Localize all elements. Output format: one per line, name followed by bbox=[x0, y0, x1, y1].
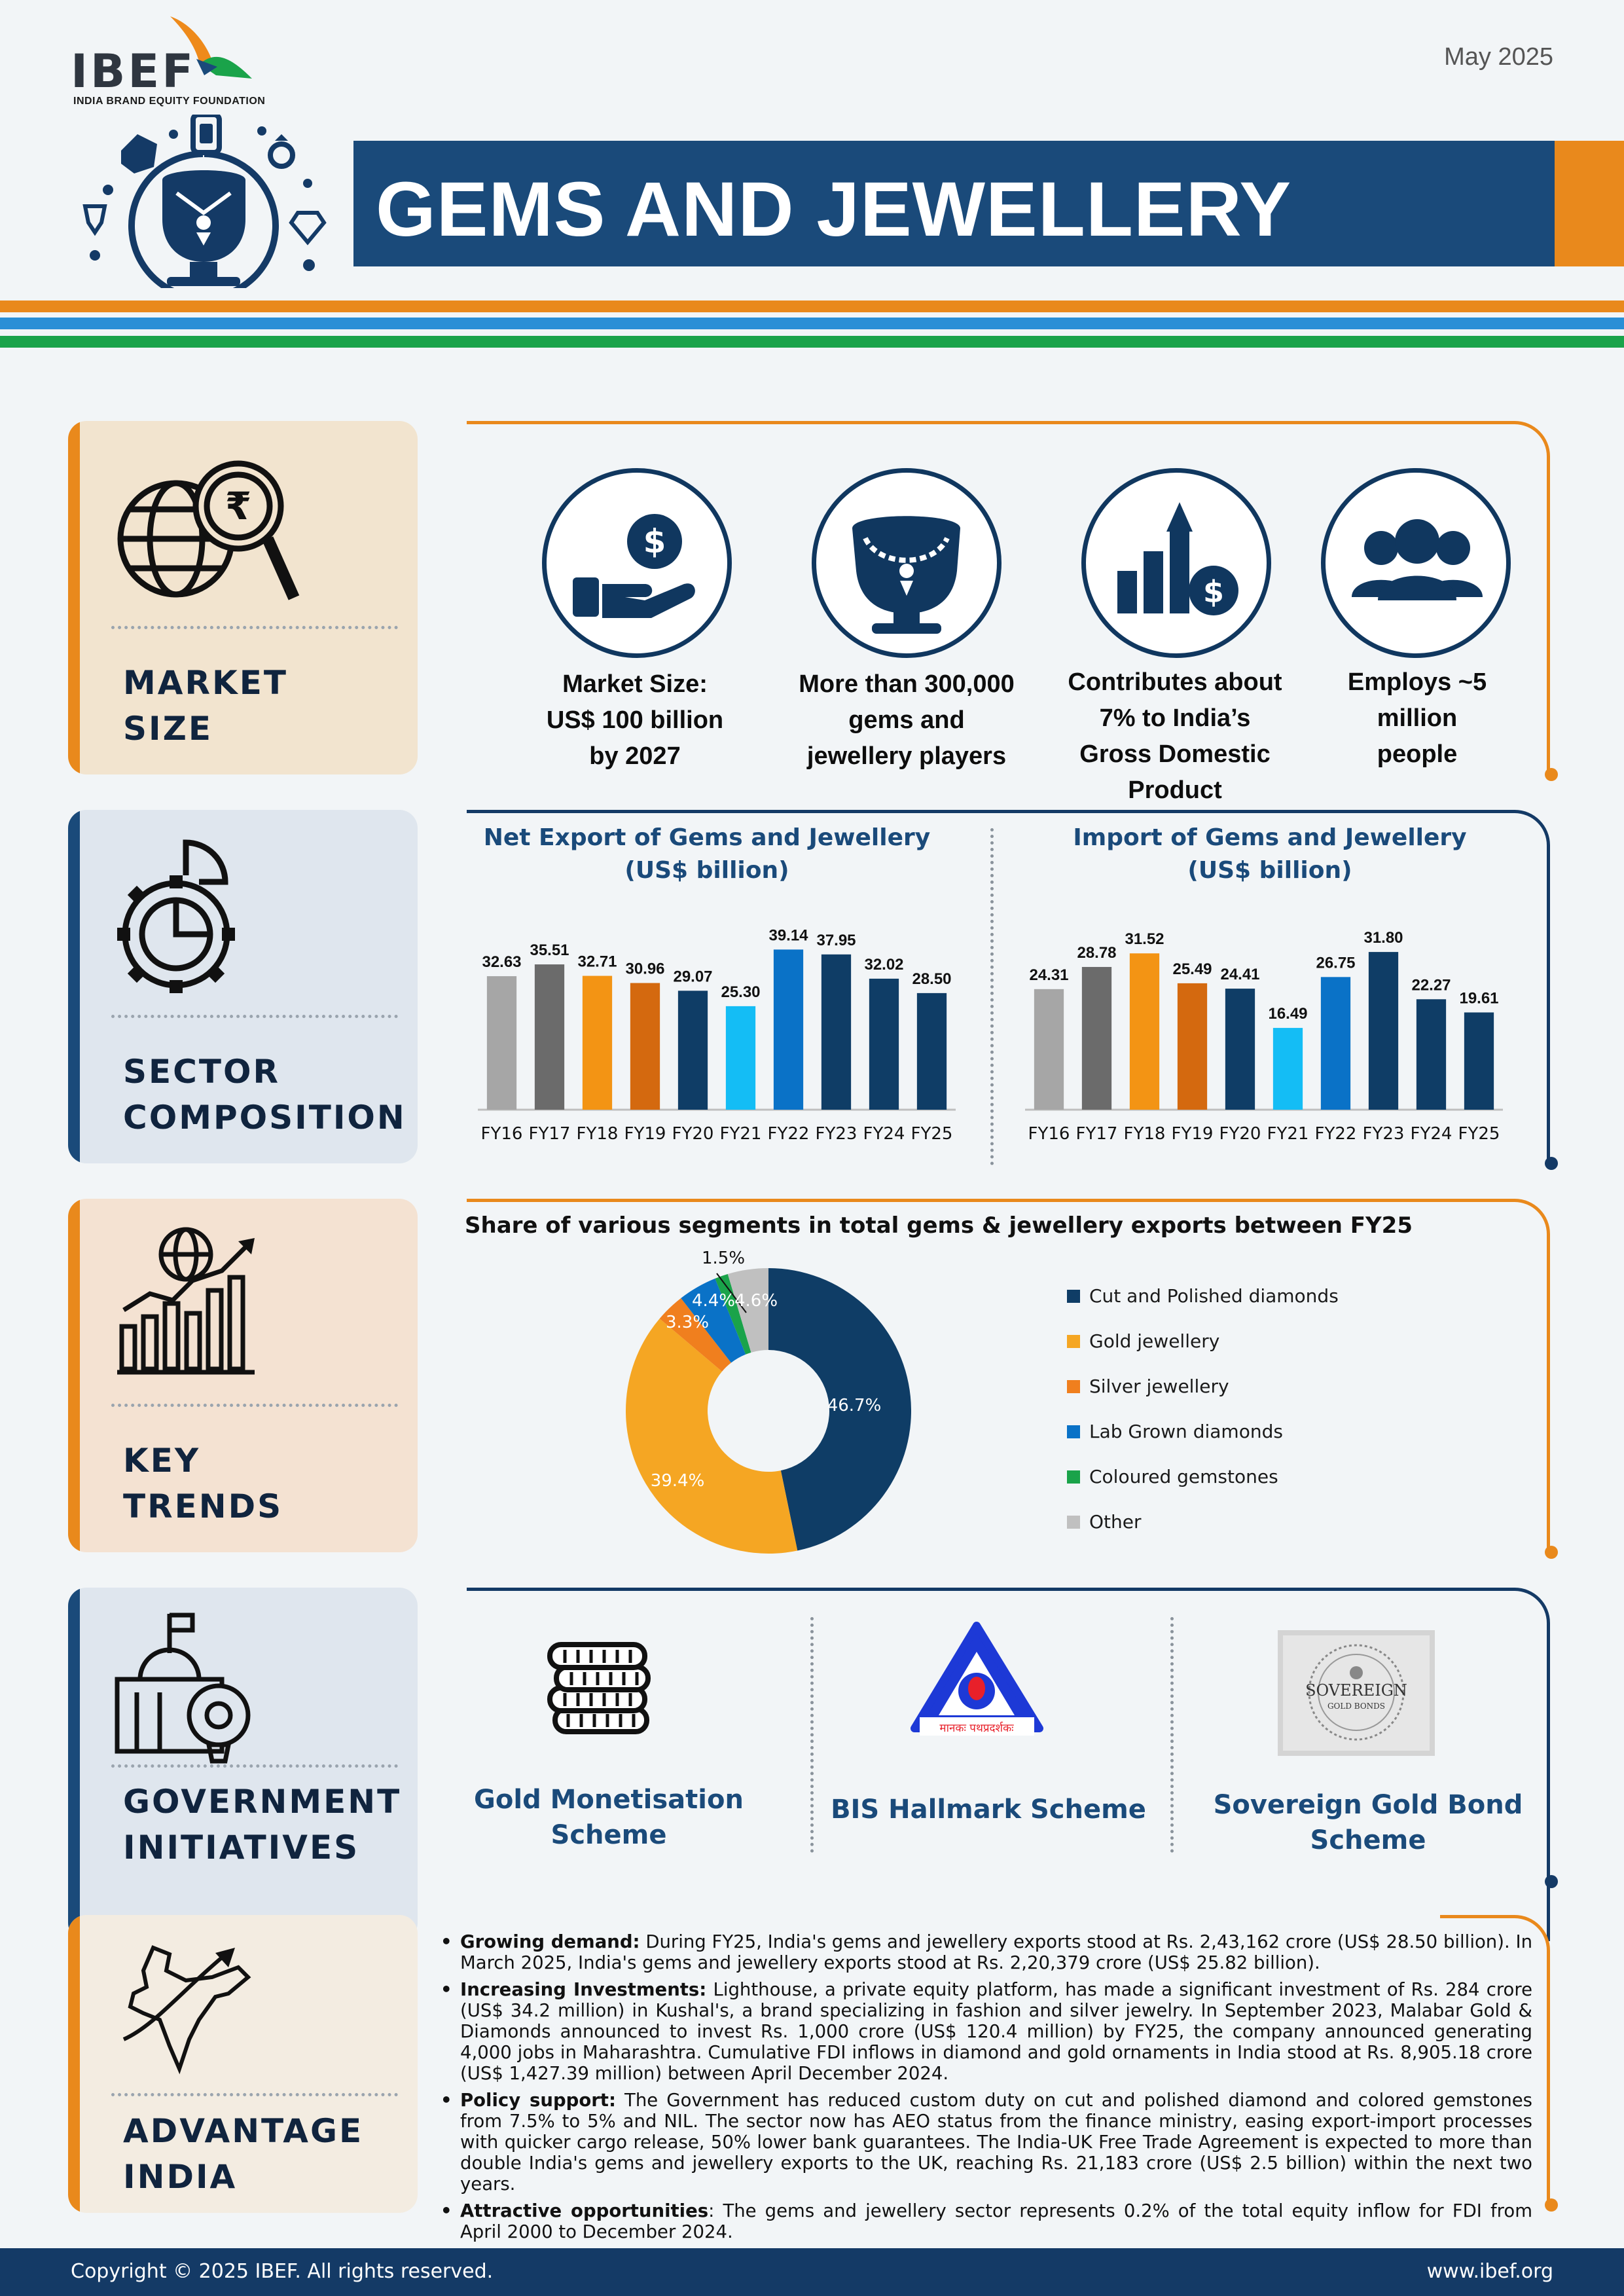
legend-label: Other bbox=[1089, 1511, 1142, 1533]
legend-item bbox=[1067, 1319, 1339, 1364]
segment-donut-chart bbox=[589, 1244, 929, 1584]
x-tick-label: FY24 bbox=[1410, 1124, 1453, 1144]
employment-caption: Employs ~5 million people bbox=[1347, 668, 1487, 768]
bar-value-label: 16.49 bbox=[1268, 1005, 1308, 1023]
bar bbox=[1225, 989, 1255, 1110]
sovereign-gold-bond-logo bbox=[1278, 1630, 1435, 1756]
bullet-investments: • Increasing Investments: Lighthouse, a private equity platform, has made a significant investment of Rs. 284 crore (US$ 34.2 million) in Kushal's, a brand specializing in fashion and silver jewelry. In September 2023, Malabar Gold & Diamonds announced to invest Rs. 1,000 crore (US$ 120.4 million) by FY25, the company announced generating 4,000 jobs in Maharashtra. Cumulative FDI inflows in diamond and gold ornaments in India stood at Rs. 8,905.18 crore (US$ 1,427.39 million) between April December 2024. bbox=[441, 1979, 1532, 2084]
import-bar-chart bbox=[1025, 903, 1503, 1152]
legend-item bbox=[1067, 1409, 1339, 1454]
x-tick-label: FY19 bbox=[624, 1124, 666, 1144]
legend-label: Coloured gemstones bbox=[1089, 1466, 1278, 1487]
bar bbox=[1464, 1012, 1494, 1110]
legend-swatch bbox=[1067, 1290, 1080, 1303]
bullet-growing-demand: • Growing demand: During FY25, India's gems and jewellery exports stood at Rs. 2,43,162 crore (US$ 28.50 billion). In March 2025, India's gems and jewellery exports stood at Rs. 2,20,379 crore (US$ 25.82 billion). bbox=[441, 1931, 1532, 1973]
hand-coin-icon bbox=[547, 473, 727, 653]
gdp-caption: Contributes about 7% to India’s Gross Domestic Product bbox=[1068, 668, 1282, 804]
bullet-policy-support: • Policy support: The Government has reduced custom duty on cut and polished diamond and colored gemstones from 7.5% to 5% and NIL. The sector now has AEO status from the finance ministry, easing export-import processes with quicker cargo release, 50% lower bank guarantees. The India-UK Free Trade Agreement is expected to more than double India's gems and jewellery exports to the UK, reaching Rs. 21,183 crore (US$ 2.5 billion) within the next two years. bbox=[441, 2090, 1532, 2195]
bar-value-label: 35.51 bbox=[530, 941, 569, 960]
bar bbox=[1034, 989, 1064, 1110]
legend-swatch bbox=[1067, 1425, 1080, 1438]
sector-composition-card bbox=[68, 810, 418, 1163]
bar-value-label: 32.63 bbox=[482, 953, 522, 972]
copyright-text: Copyright © 2025 IBEF. All rights reserved. bbox=[71, 2260, 494, 2283]
people-group-icon bbox=[1326, 473, 1506, 653]
bar-value-label: 25.49 bbox=[1172, 960, 1212, 978]
bar bbox=[583, 976, 612, 1110]
export-chart-title: Net Export of Gems and Jewellery (US$ billion) bbox=[483, 824, 931, 884]
bar bbox=[1321, 977, 1350, 1110]
section-label: ADVANTAGE INDIA bbox=[123, 2112, 364, 2196]
x-tick-label: FY18 bbox=[1123, 1124, 1166, 1144]
x-tick-label: FY23 bbox=[1362, 1124, 1405, 1144]
market-size-caption: Market Size: US$ 100 billion by 2027 bbox=[546, 670, 724, 770]
section-label: MARKET SIZE bbox=[123, 664, 288, 748]
export-bar-chart bbox=[478, 903, 956, 1152]
x-tick-label: FY20 bbox=[672, 1124, 714, 1144]
bar bbox=[535, 964, 564, 1110]
x-tick-label: FY22 bbox=[767, 1124, 810, 1144]
bar-value-label: 22.27 bbox=[1411, 976, 1451, 994]
bar bbox=[917, 993, 947, 1110]
title-accent-tab bbox=[1555, 141, 1624, 266]
bar bbox=[1082, 967, 1111, 1110]
bar bbox=[1130, 953, 1159, 1110]
x-tick-label: FY24 bbox=[863, 1124, 905, 1144]
growth-bars-dollar-icon bbox=[1086, 473, 1267, 653]
report-date: May 2025 bbox=[1444, 43, 1553, 71]
svg-text:₹: ₹ bbox=[225, 484, 252, 528]
legend-item bbox=[1067, 1364, 1339, 1409]
initiatives-divider-1 bbox=[810, 1617, 814, 1853]
charts-divider bbox=[990, 828, 994, 1165]
svg-text:$: $ bbox=[643, 522, 666, 560]
blue-stripe bbox=[0, 318, 1624, 329]
slice-value-label: 4.4% bbox=[691, 1291, 736, 1311]
jewellery-emblem-icon bbox=[72, 115, 340, 288]
x-tick-label: FY19 bbox=[1171, 1124, 1214, 1144]
pie-chart-title: Share of various segments in total gems & jewellery exports between FY25 bbox=[465, 1212, 1413, 1239]
legend-item bbox=[1067, 1499, 1339, 1544]
svg-text:GOLD BONDS: GOLD BONDS bbox=[1327, 1702, 1386, 1711]
brand-subtitle: INDIA BRAND EQUITY FOUNDATION bbox=[73, 96, 266, 107]
bis-hallmark-label: BIS Hallmark Scheme bbox=[831, 1795, 1146, 1825]
globe-rupee-magnifier-icon bbox=[107, 434, 304, 624]
bis-hallmark-logo bbox=[910, 1620, 1044, 1748]
bullet-opportunities: • Attractive opportunities: The gems and jewellery sector represents 0.2% of the total equity inflow for FDI from April 2000 to December 2024. bbox=[441, 2200, 1532, 2242]
gdp-icon-circle bbox=[1081, 468, 1271, 658]
bar bbox=[726, 1006, 755, 1110]
advantage-bullets bbox=[441, 1931, 1532, 2248]
bar-value-label: 30.96 bbox=[625, 960, 665, 978]
slice-value-label: 1.5% bbox=[701, 1248, 746, 1268]
x-tick-label: FY23 bbox=[815, 1124, 857, 1144]
orange-stripe bbox=[0, 301, 1624, 312]
bar-value-label: 26.75 bbox=[1316, 954, 1356, 972]
legend-item bbox=[1067, 1273, 1339, 1319]
legend-swatch bbox=[1067, 1516, 1080, 1529]
key-trends-card bbox=[68, 1199, 418, 1552]
x-tick-label: FY17 bbox=[528, 1124, 571, 1144]
svg-text:मानकः पथप्रदर्शकः: मानकः पथप्रदर्शकः bbox=[939, 1722, 1014, 1735]
green-stripe bbox=[0, 336, 1624, 348]
bar-value-label: 24.31 bbox=[1029, 966, 1069, 984]
advantage-india-card bbox=[68, 1915, 418, 2213]
building-bulb-icon bbox=[107, 1607, 264, 1764]
x-tick-label: FY25 bbox=[1458, 1124, 1500, 1144]
bar bbox=[1178, 983, 1207, 1110]
bar-value-label: 25.30 bbox=[721, 983, 761, 1001]
government-initiatives-card bbox=[68, 1588, 418, 1941]
x-tick-label: FY18 bbox=[576, 1124, 619, 1144]
bar bbox=[869, 979, 899, 1110]
employment-icon-circle bbox=[1321, 468, 1511, 658]
frame-end-dot bbox=[1545, 768, 1558, 781]
bar bbox=[630, 983, 660, 1110]
x-tick-label: FY21 bbox=[719, 1124, 762, 1144]
frame-end-dot bbox=[1545, 2198, 1558, 2212]
coin-stack-icon bbox=[542, 1630, 660, 1741]
x-tick-label: FY16 bbox=[480, 1124, 523, 1144]
globe-growth-bars-icon bbox=[114, 1225, 271, 1376]
legend-swatch bbox=[1067, 1380, 1080, 1393]
svg-text:$: $ bbox=[1202, 574, 1225, 610]
frame-end-dot bbox=[1545, 1157, 1558, 1170]
slice-value-label: 46.7% bbox=[827, 1396, 882, 1415]
bar bbox=[678, 991, 708, 1110]
bar bbox=[487, 976, 516, 1110]
bar-value-label: 29.07 bbox=[673, 968, 713, 986]
bar bbox=[1369, 952, 1398, 1110]
bar-value-label: 28.50 bbox=[912, 970, 952, 988]
gold-monetisation-label: Gold Monetisation Scheme bbox=[474, 1785, 744, 1850]
market-size-card bbox=[68, 421, 418, 774]
players-icon-circle bbox=[812, 468, 1001, 658]
page-title: GEMS AND JEWELLERY bbox=[376, 166, 1292, 253]
website-link[interactable]: www.ibef.org bbox=[1426, 2260, 1553, 2283]
sovereign-gold-bond-label: Sovereign Gold Bond Scheme bbox=[1213, 1790, 1523, 1855]
slice-value-label: 39.4% bbox=[650, 1471, 705, 1491]
frame-end-dot bbox=[1545, 1546, 1558, 1559]
bar bbox=[774, 949, 803, 1110]
footer bbox=[0, 2248, 1624, 2296]
bar-value-label: 28.78 bbox=[1077, 943, 1117, 962]
bar bbox=[1416, 999, 1446, 1110]
market-size-icon-circle bbox=[542, 468, 732, 658]
frame-end-dot bbox=[1545, 1875, 1558, 1888]
india-map-arrow-icon bbox=[107, 1941, 264, 2079]
gear-pie-icon bbox=[107, 836, 264, 1000]
necklace-bust-icon bbox=[816, 473, 997, 653]
x-tick-label: FY21 bbox=[1267, 1124, 1309, 1144]
legend-label: Gold jewellery bbox=[1089, 1330, 1220, 1352]
section-label: SECTOR COMPOSITION bbox=[123, 1053, 406, 1137]
x-tick-label: FY16 bbox=[1028, 1124, 1070, 1144]
x-tick-label: FY20 bbox=[1219, 1124, 1261, 1144]
bar-value-label: 37.95 bbox=[816, 931, 856, 949]
bar bbox=[821, 955, 851, 1110]
legend-item bbox=[1067, 1454, 1339, 1499]
bar-value-label: 31.52 bbox=[1125, 930, 1164, 949]
bar-value-label: 31.80 bbox=[1363, 929, 1403, 947]
legend-label: Cut and Polished diamonds bbox=[1089, 1285, 1339, 1307]
pie-legend bbox=[1067, 1273, 1339, 1544]
bar-value-label: 24.41 bbox=[1220, 966, 1260, 984]
legend-swatch bbox=[1067, 1335, 1080, 1348]
legend-label: Silver jewellery bbox=[1089, 1376, 1229, 1397]
section-label: GOVERNMENT INITIATIVES bbox=[123, 1783, 402, 1867]
brand-name: IBEF bbox=[71, 45, 196, 98]
svg-text:SOVEREIGN: SOVEREIGN bbox=[1305, 1681, 1407, 1700]
import-chart-title: Import of Gems and Jewellery (US$ billion) bbox=[1073, 824, 1467, 884]
section-label: KEY TRENDS bbox=[123, 1442, 283, 1525]
initiatives-divider-2 bbox=[1170, 1617, 1174, 1853]
legend-label: Lab Grown diamonds bbox=[1089, 1421, 1283, 1442]
x-tick-label: FY25 bbox=[911, 1124, 953, 1144]
bar-value-label: 32.71 bbox=[577, 953, 617, 971]
legend-swatch bbox=[1067, 1470, 1080, 1484]
players-caption: More than 300,000 gems and jewellery players bbox=[799, 670, 1015, 770]
bar bbox=[1273, 1028, 1303, 1110]
x-tick-label: FY22 bbox=[1314, 1124, 1357, 1144]
slice-value-label: 3.3% bbox=[665, 1313, 710, 1332]
bar-value-label: 39.14 bbox=[768, 926, 808, 945]
bar-value-label: 19.61 bbox=[1459, 989, 1499, 1008]
bar-value-label: 32.02 bbox=[864, 955, 904, 974]
slice-value-label: 4.6% bbox=[734, 1291, 778, 1311]
x-tick-label: FY17 bbox=[1075, 1124, 1118, 1144]
